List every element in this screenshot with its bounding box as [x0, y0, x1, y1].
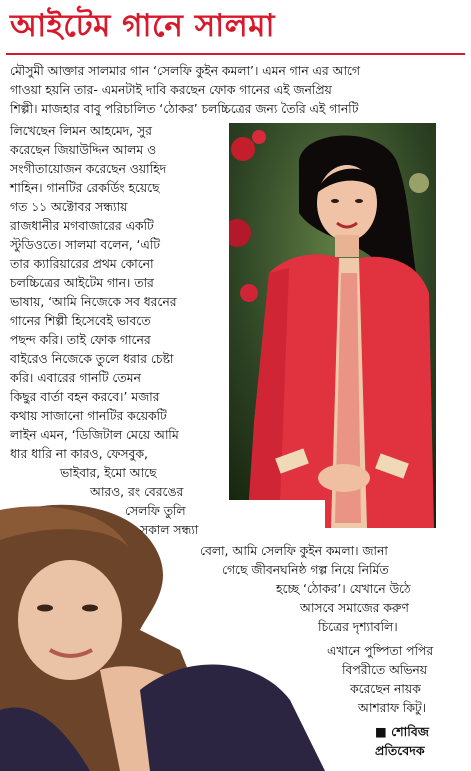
model-photo-illustration — [0, 500, 325, 771]
bottom-line: আশরাফ কিটু। — [358, 701, 427, 715]
column-line: রাজধানীর মগবাজারের একটি — [10, 219, 154, 233]
byline-role: প্রতিবেদক — [375, 743, 425, 758]
salma-photo — [229, 123, 436, 528]
stepped-line: আরও, রং বেরঙের — [90, 485, 184, 499]
stepped-line: ভাইবার, ইমো আছে — [60, 466, 157, 480]
bottom-line: করেছেন নায়ক — [350, 682, 421, 696]
column-line: কিছুর বার্তা বহন করবে।’ মজার — [10, 390, 160, 404]
column-line: লিখেছেন লিমন আহমেদ, সুর — [10, 124, 152, 138]
bottom-line: চিত্রের দৃশ্যাবলি। — [318, 620, 398, 634]
bottom-line: বেলা, আমি সেলফি কুইন কমলা। জানা — [200, 544, 388, 558]
stepped-line: সেলফি তুলি — [125, 504, 186, 518]
column-line: লাইন এমন, ‘ডিজিটাল মেয়ে আমি — [10, 428, 179, 442]
column-line: গত ১১ অক্টোবর সন্ধ্যায় — [10, 200, 128, 214]
headline-rule — [6, 53, 465, 55]
column-line: শাহিন। গানটির রেকর্ডিং হয়েছে — [10, 181, 160, 195]
paragraph-line: শিল্পী। মাজহার বাবু পরিচালিত ‘ঠোকর’ চলচ্চিত্রের জন্য তৈরি এই গানটি — [10, 102, 359, 116]
paragraph-line: গাওয়া হয়নি তার- এমনটাই দাবি করছেন ফোক গানের এই জনপ্রিয় — [10, 83, 332, 97]
bottom-line: এখানে পুষ্পিতা পপির — [327, 644, 434, 658]
column-line: সংগীতায়োজন করেছেন ওয়াহিদ — [10, 162, 167, 176]
bottom-line: হচ্ছে ‘ঠোকর’। যেখানে উঠে — [276, 582, 411, 596]
byline-line1: শোবিজ — [391, 724, 429, 739]
bottom-line: গেছে জীবনঘনিষ্ঠ গল্প নিয়ে নির্মিত — [222, 563, 389, 577]
column-line: ধার ধারি না কারও, ফেসবুক, — [10, 447, 148, 461]
headline: আইটেম গানে সালমা — [10, 8, 275, 44]
column-line: চলচ্চিত্রের আইটেম গান। তার — [10, 276, 154, 290]
byline-author — [375, 722, 429, 741]
salma-photo-illustration — [229, 123, 436, 528]
column-line: তার ক্যারিয়ারের প্রথম কোনো — [10, 257, 154, 271]
column-line: স্টুডিওতে। সালমা বলেন, ‘এটি — [10, 238, 160, 252]
column-line: কথায় সাজানো গানটির কয়েকটি — [10, 409, 167, 423]
stepped-line: সকাল সন্ধ্যা — [140, 523, 199, 537]
column-line: বাইরেও নিজেকে তুলে ধরার চেষ্টা — [10, 352, 174, 366]
column-line: গানের শিল্পী হিসেবেই ভাবতে — [10, 314, 151, 328]
column-line: করেছেন জিয়াউদ্দিন আলম ও — [10, 143, 157, 157]
column-line: ভাষায়, ‘আমি নিজেকে সব ধরনের — [10, 295, 177, 309]
column-line: করি। এবারের গানটি তেমন — [10, 371, 141, 385]
bottom-line: বিপরীতে অভিনয় — [342, 663, 427, 677]
bottom-line: আসবে সমাজের করুণ — [300, 601, 409, 615]
model-photo — [0, 500, 325, 771]
paragraph-line: মৌসুমী আক্তার সালমার গান ‘সেলফি কুইন কমলা’। এমন গান এর আগে — [10, 64, 360, 78]
byline-bullet-icon: ■ — [375, 724, 392, 739]
column-line: পছন্দ করি। তাই ফোক গানের — [10, 333, 151, 347]
